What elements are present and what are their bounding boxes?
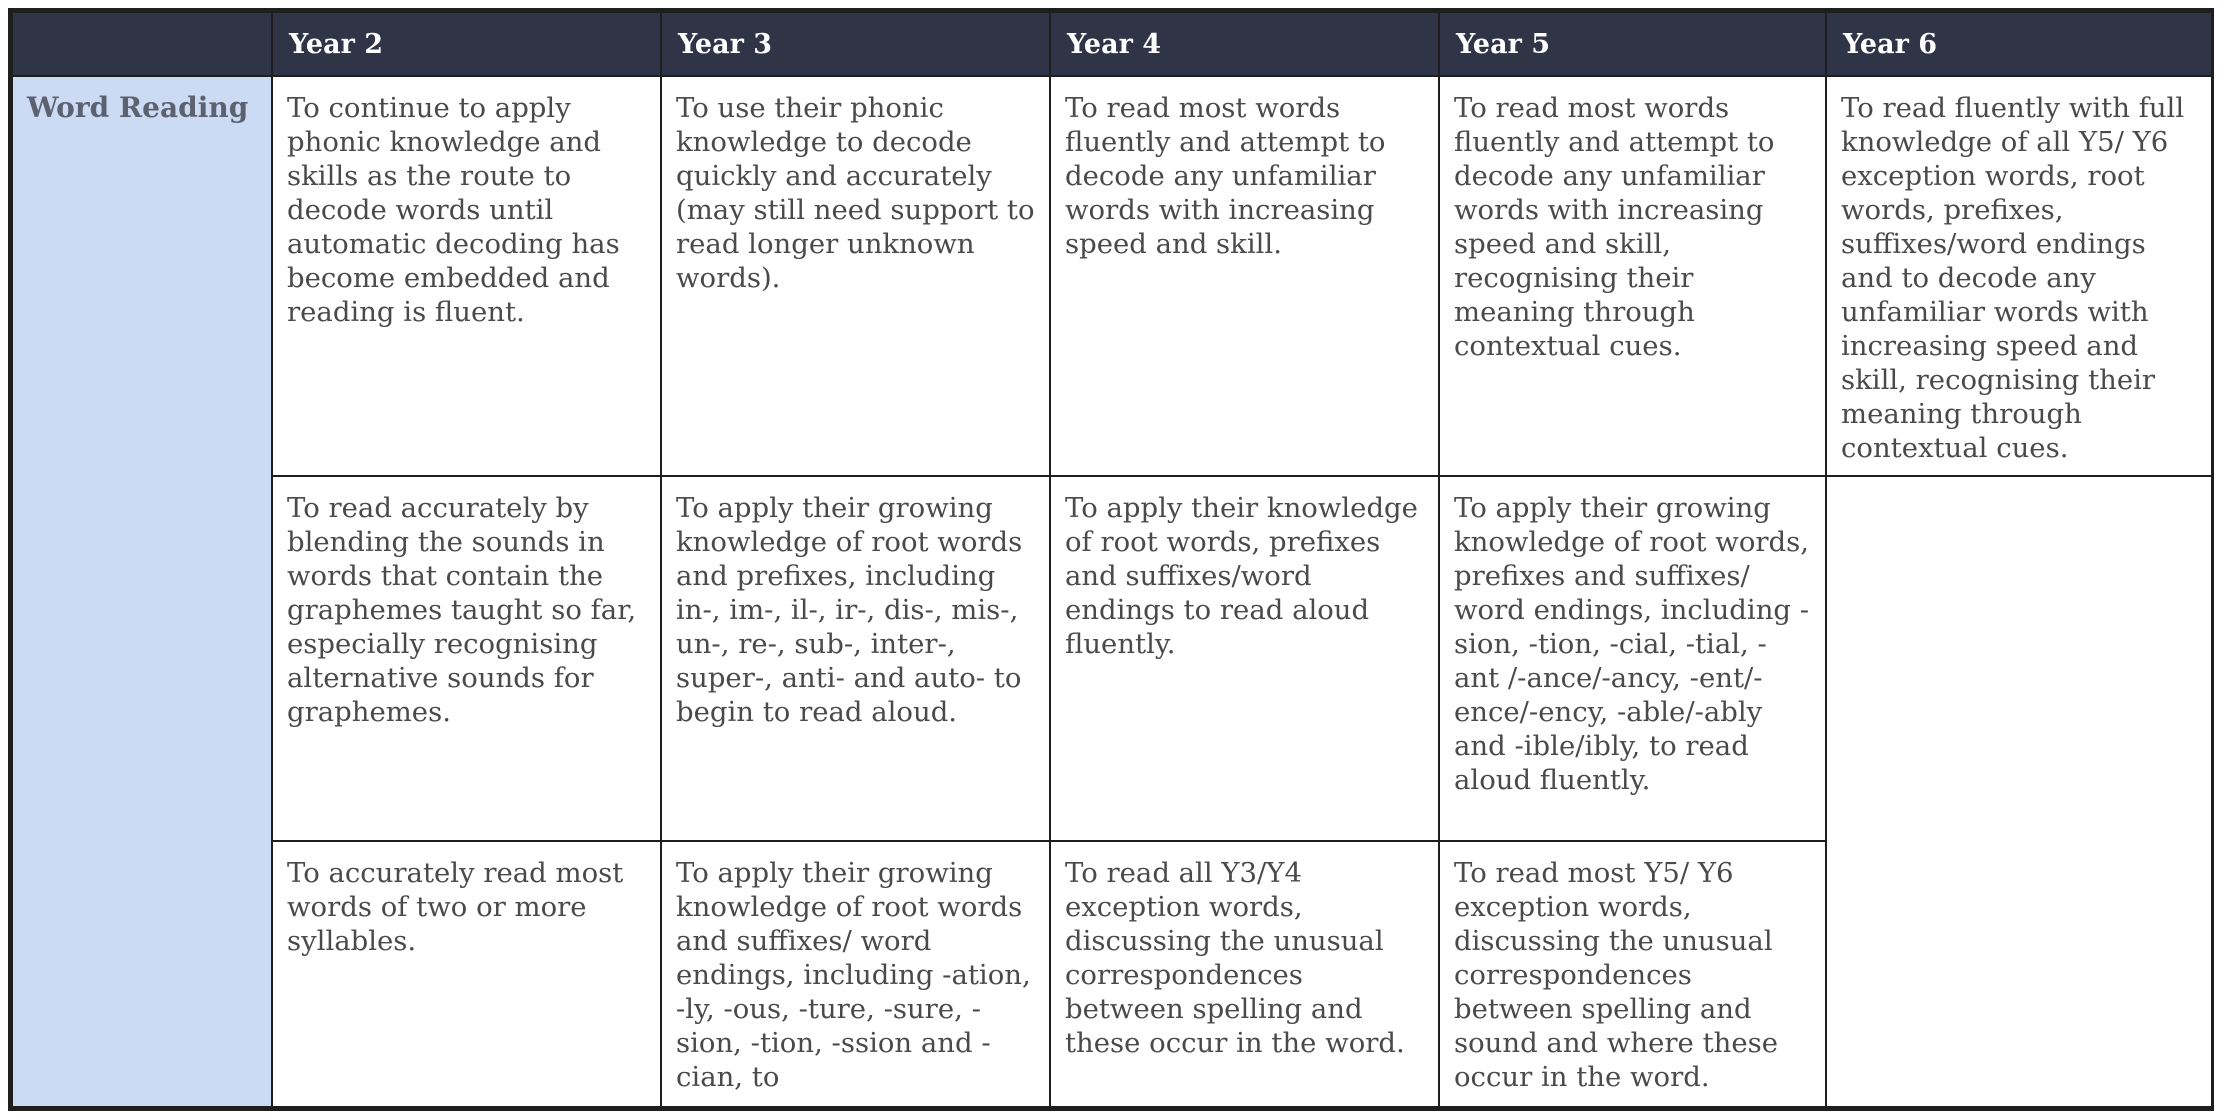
- cell-year2-row1: To continue to apply phonic knowledge and skills as the route to decode words until automatic decoding has become embedded and reading is fluent.: [272, 76, 661, 476]
- cell-year4-row1: To read most words fluently and attempt to decode any unfamiliar words with increasing speed and skill.: [1050, 76, 1439, 476]
- curriculum-table-container: [8, 8, 2214, 1111]
- table-row: [12, 476, 2212, 841]
- cell-year6-empty: [1826, 476, 2212, 1107]
- header-corner-cell: [12, 12, 272, 76]
- header-year-3: Year 3: [661, 12, 1050, 76]
- cell-year5-row1: To read most words fluently and attempt to decode any unfamiliar words with increasing speed and skill, recognising their meaning through contextual cues.: [1439, 76, 1826, 476]
- cell-year2-row3: To accurately read most words of two or more syllables.: [272, 841, 661, 1107]
- header-year-5: Year 5: [1439, 12, 1826, 76]
- cell-year5-row2: To apply their growing knowledge of root words, prefixes and suffixes/ word endings, including -sion, -tion, -cial, -tial, -ant /-ance/-ancy, -ent/-ence/-ency, -able/-ably and -ible/ibly, to read aloud fluently.: [1439, 476, 1826, 841]
- table-row: [12, 76, 2212, 476]
- cell-year3-row1: To use their phonic knowledge to decode quickly and accurately (may still need support to read longer unknown words).: [661, 76, 1050, 476]
- header-year-4: Year 4: [1050, 12, 1439, 76]
- cell-year3-row2: To apply their growing knowledge of root words and prefixes, including in-, im-, il-, ir-, dis-, mis-, un-, re-, sub-, inter-, super-, anti- and auto- to begin to read aloud.: [661, 476, 1050, 841]
- cell-year4-row3: To read all Y3/Y4 exception words, discussing the unusual correspondences between spelling and these occur in the word.: [1050, 841, 1439, 1107]
- cell-year3-row3: To apply their growing knowledge of root words and suffixes/ word endings, including -ation, -ly, -ous, -ture, -sure, -sion, -tion, -ssion and -cian, to: [661, 841, 1050, 1107]
- row-label-word-reading: Word Reading: [12, 76, 272, 1107]
- header-row: [12, 12, 2212, 76]
- header-year-6: Year 6: [1826, 12, 2212, 76]
- cell-year6-row1: To read fluently with full knowledge of all Y5/ Y6 exception words, root words, prefixes, suffixes/word endings and to decode any unfamiliar words with increasing speed and skill, recognising their meaning through contextual cues.: [1826, 76, 2212, 476]
- cell-year4-row2: To apply their knowledge of root words, prefixes and suffixes/word endings to read aloud fluently.: [1050, 476, 1439, 841]
- header-year-2: Year 2: [272, 12, 661, 76]
- cell-year5-row3: To read most Y5/ Y6 exception words, discussing the unusual correspondences between spelling and sound and where these occur in the word.: [1439, 841, 1826, 1107]
- word-reading-table: [11, 11, 2213, 1108]
- cell-year2-row2: To read accurately by blending the sounds in words that contain the graphemes taught so far, especially recognising alternative sounds for graphemes.: [272, 476, 661, 841]
